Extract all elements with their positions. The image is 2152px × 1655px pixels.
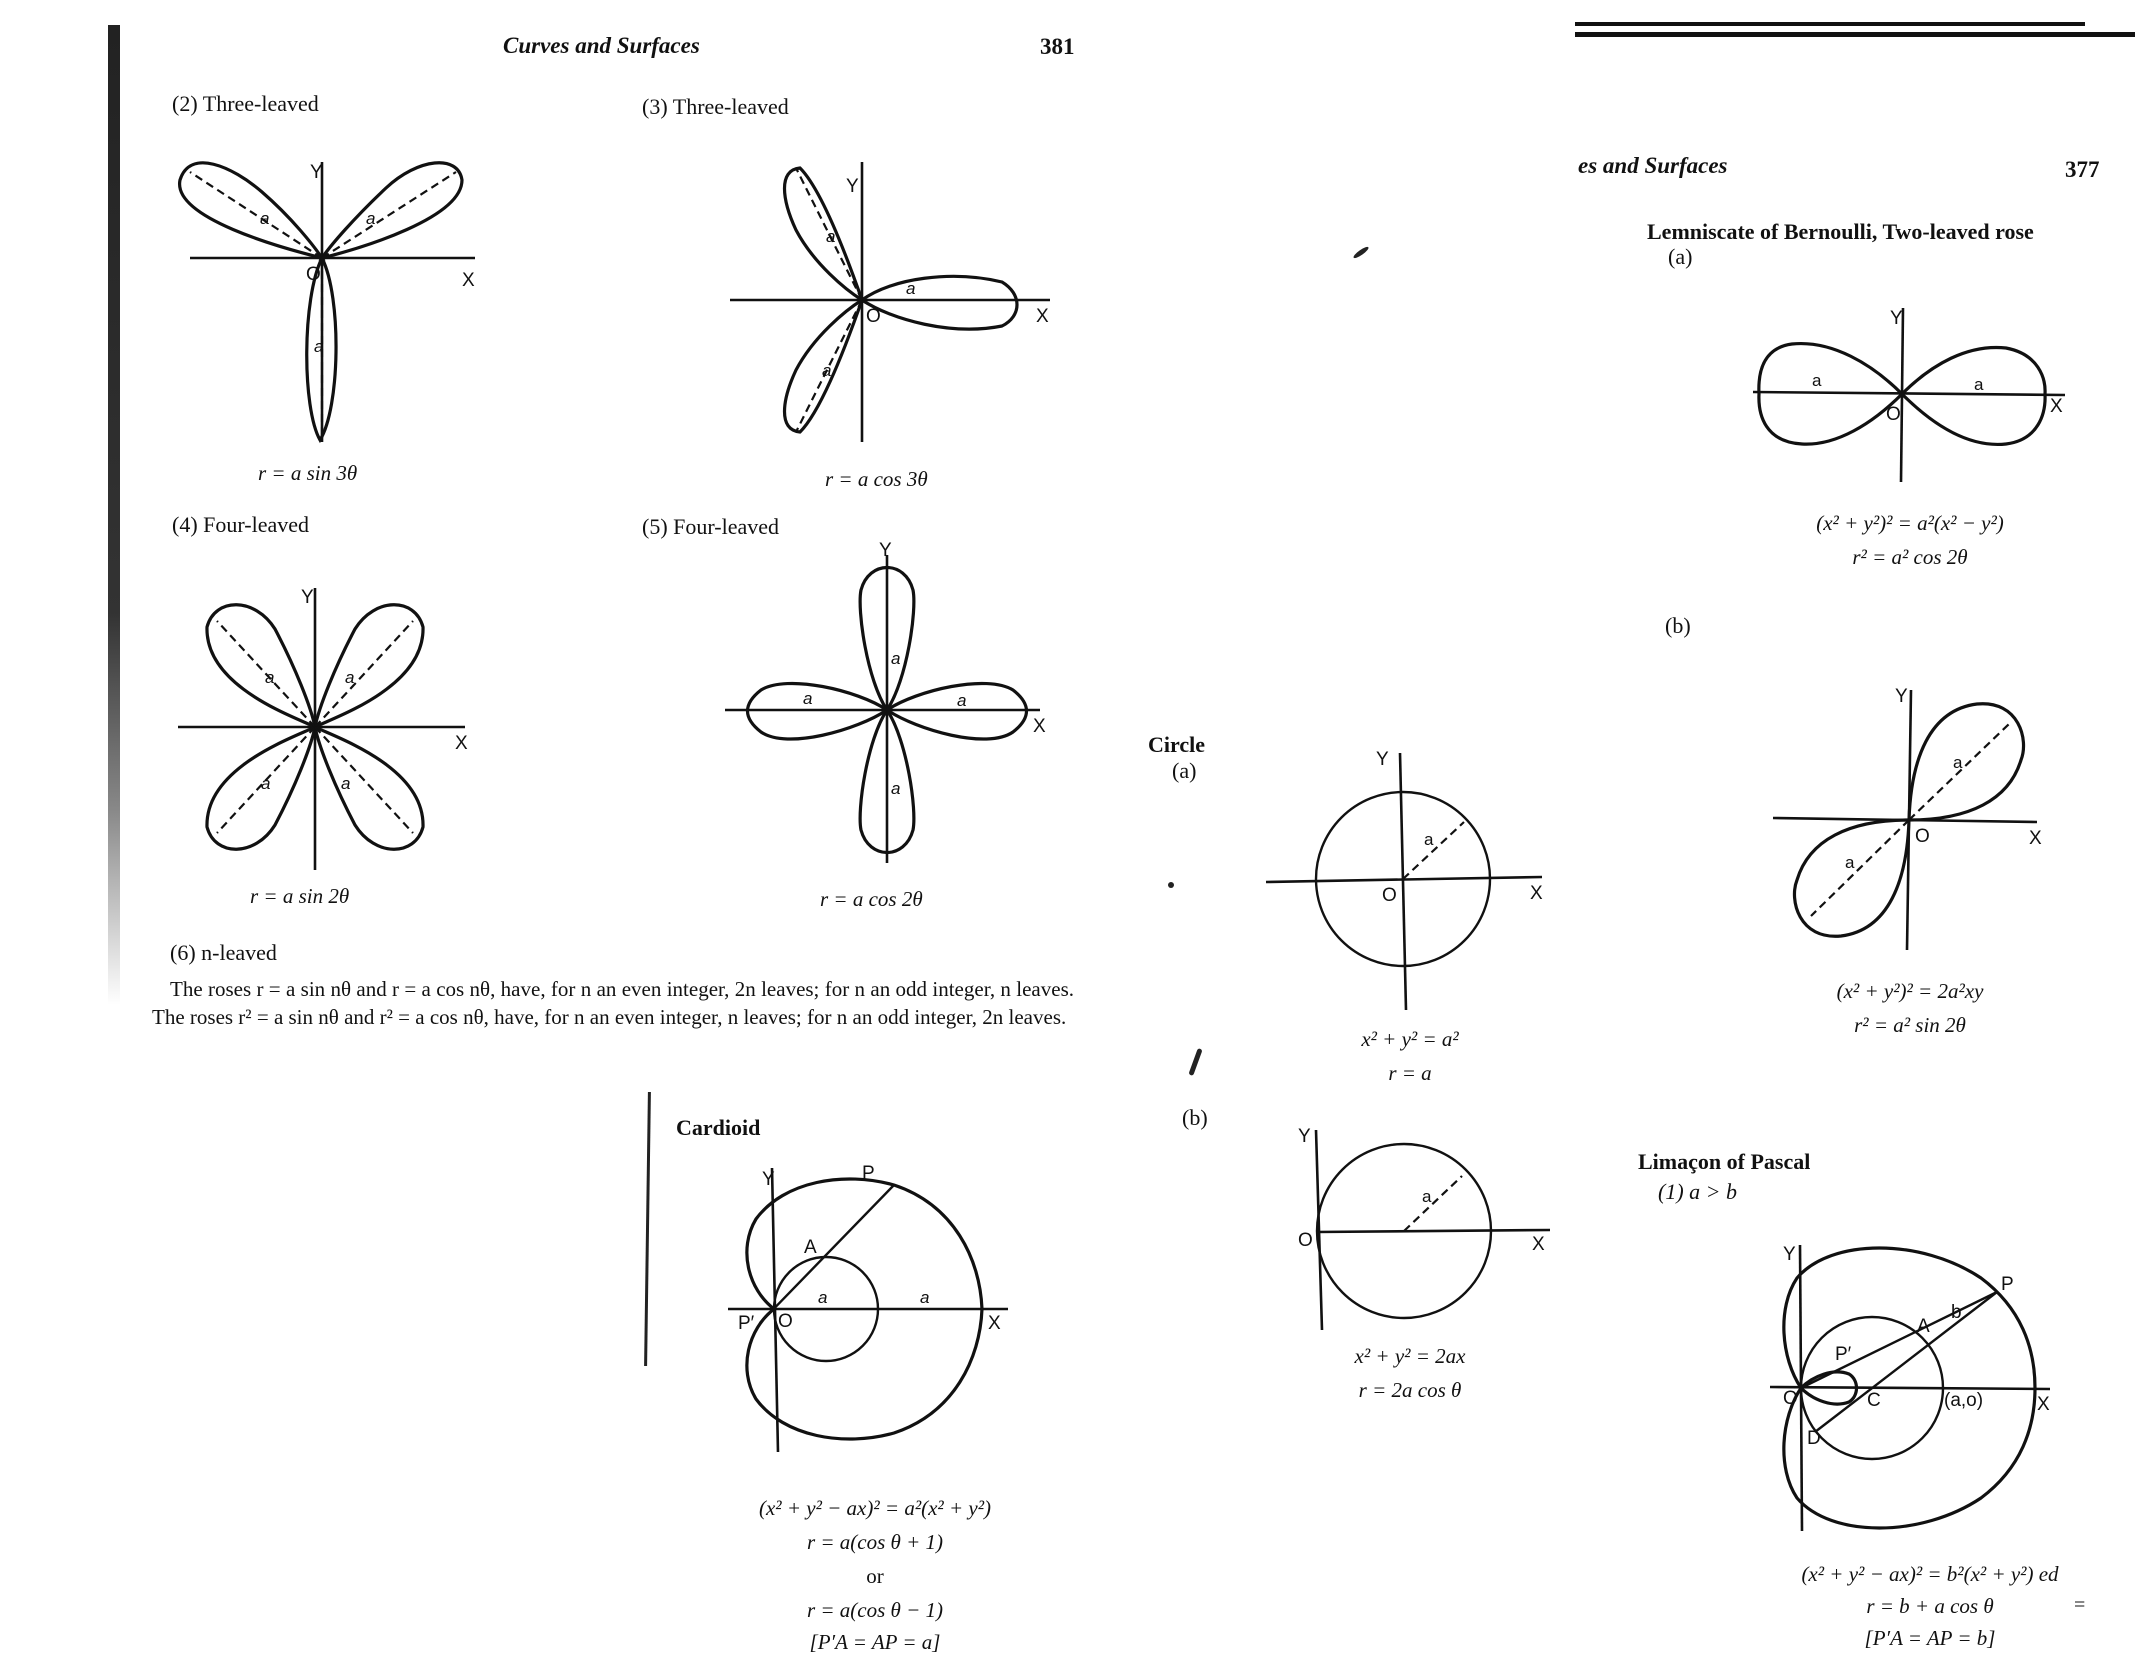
lemniscate-b-eq-polar: r² = a² sin 2θ xyxy=(1854,1013,1966,1037)
radius-label: a xyxy=(920,1288,930,1307)
lemniscate-a-eq-cartesian: (x² + y²)² = a²(x² − y²) xyxy=(1816,511,2004,535)
circle-b-figure xyxy=(1300,1120,1560,1340)
circle-a-label: (a) xyxy=(1172,758,1197,783)
rose-2-label: (2) Three-leaved xyxy=(172,91,319,116)
page-number-right: 377 xyxy=(2065,157,2100,182)
top-rule-lower xyxy=(1575,32,2135,37)
ink-speck xyxy=(1168,882,1174,888)
x-axis-label: X xyxy=(1036,306,1049,327)
y-axis-label: Y xyxy=(1298,1126,1311,1147)
cardioid-note: [P′A = AP = a] xyxy=(809,1630,941,1654)
cardioid-eq-polar-2: r = a(cos θ − 1) xyxy=(806,1598,944,1622)
leaf-label: a xyxy=(261,774,271,793)
running-head-right: es and Surfaces xyxy=(1578,153,1728,178)
rose-4-equation: r = a sin 2θ xyxy=(250,884,350,908)
x-axis-label: X xyxy=(988,1313,1001,1334)
leaf-label: a xyxy=(260,209,270,228)
leaf-label: a xyxy=(314,337,324,356)
limacon-eq-cartesian: (x² + y² − ax)² = b²(x² + y²) ed xyxy=(1801,1562,2059,1586)
leaf-label: a xyxy=(822,361,832,380)
y-axis-label: Y xyxy=(1376,749,1389,770)
rose-5-label: (5) Four-leaved xyxy=(642,514,780,539)
rose-sin2-figure xyxy=(170,580,480,880)
cardioid-eq-cartesian: (x² + y² − ax)² = a²(x² + y²) xyxy=(758,1496,992,1520)
x-axis-label: X xyxy=(2029,828,2042,849)
origin-label: O xyxy=(1915,826,1930,847)
segment-b: b xyxy=(1951,1302,1962,1323)
leaf-label: a xyxy=(803,689,813,708)
top-rule-upper xyxy=(1575,22,2085,26)
y-axis-label: Y xyxy=(846,176,859,197)
leaf-label: a xyxy=(891,779,901,798)
point-D: D xyxy=(1807,1428,1821,1449)
n-leaved-paragraph: The roses r = a sin nθ and r = a cos nθ, have, for n an even integer, 2n leaves; for n an odd integer, n leaves. The roses r² = a sin nθ and r² = a cos nθ, have, for n an even integer, n leaves; for n an odd integer, 2n leaves. xyxy=(152,977,1074,1029)
x-axis-label: X xyxy=(1033,716,1046,737)
n-leaved-label: (6) n-leaved xyxy=(170,940,277,965)
y-axis-label: Y xyxy=(1895,686,1908,707)
circle-a-eq-cartesian: x² + y² = a² xyxy=(1361,1027,1459,1051)
circle-b-eq-polar: r = 2a cos θ xyxy=(1358,1378,1462,1402)
point-A: A xyxy=(1917,1316,1930,1337)
circle-a-eq-polar: r = a xyxy=(1388,1061,1432,1085)
ink-speck xyxy=(1352,245,1370,259)
lemniscate-a-label: (a) xyxy=(1668,244,1693,269)
x-axis-label: X xyxy=(2050,396,2063,417)
point-A: A xyxy=(804,1237,817,1258)
circle-a-figure xyxy=(1260,745,1560,1015)
leaf-label: a xyxy=(341,774,351,793)
leaf-label: a xyxy=(957,691,967,710)
point-P-prime: P′ xyxy=(738,1313,755,1334)
origin-label: O xyxy=(1886,404,1901,425)
circle-b-eq-cartesian: x² + y² = 2ax xyxy=(1354,1344,1466,1368)
running-head-left: Curves and Surfaces xyxy=(503,33,700,58)
point-a-o: (a,o) xyxy=(1944,1390,1984,1411)
leaf-label: a xyxy=(1953,753,1963,772)
x-axis-label: X xyxy=(462,270,475,291)
limacon-note: [P′A = AP = b] xyxy=(1864,1626,1996,1650)
lemniscate-title: Lemniscate of Bernoulli, Two-leaved rose xyxy=(1647,219,2034,244)
leaf-label: a xyxy=(345,668,355,687)
origin-label: O xyxy=(1382,885,1397,906)
cardioid-title: Cardioid xyxy=(676,1115,761,1140)
point-P: P xyxy=(2001,1274,2014,1295)
radius-label: a xyxy=(1422,1187,1432,1206)
y-axis-label: Y xyxy=(1890,308,1903,329)
radius-label: a xyxy=(818,1288,828,1307)
leaf-label: a xyxy=(366,209,376,228)
page-binding-shadow xyxy=(108,25,120,1005)
y-axis-label: Y xyxy=(762,1169,775,1190)
limacon-title: Limaçon of Pascal xyxy=(1638,1149,1811,1174)
page-number-left: 381 xyxy=(1040,34,1075,59)
point-P-prime: P′ xyxy=(1835,1344,1852,1365)
origin-label: O xyxy=(778,1311,793,1332)
rose-3-label: (3) Three-leaved xyxy=(642,94,789,119)
rose-cos2-figure xyxy=(715,540,1055,875)
leaf-label: a xyxy=(891,649,901,668)
circle-b-label: (b) xyxy=(1182,1105,1208,1130)
origin-label: O xyxy=(306,264,321,285)
leaf-label: a xyxy=(1845,853,1855,872)
x-axis-label: X xyxy=(2037,1394,2050,1415)
limacon-eq-polar: r = b + a cos θ xyxy=(1866,1594,1994,1618)
rose-3-equation: r = a cos 3θ xyxy=(825,467,928,491)
cardioid-eq-polar-1: r = a(cos θ + 1) xyxy=(806,1530,944,1554)
circle-title: Circle xyxy=(1148,732,1206,757)
stray-mark: = xyxy=(2074,1594,2086,1616)
x-axis-label: X xyxy=(455,733,468,754)
rose-sin3-figure xyxy=(170,150,490,450)
point-C: C xyxy=(1867,1390,1881,1411)
lemniscate-b-label: (b) xyxy=(1665,613,1691,638)
rose-2-equation: r = a sin 3θ xyxy=(258,461,358,485)
origin-label: O xyxy=(1783,1388,1798,1409)
margin-line xyxy=(644,1092,651,1366)
leaf-label: a xyxy=(826,227,836,246)
rose-5-equation: r = a cos 2θ xyxy=(820,887,923,911)
x-axis-label: X xyxy=(1530,883,1543,904)
rose-4-label: (4) Four-leaved xyxy=(172,512,310,537)
y-axis-label: Y xyxy=(1783,1244,1796,1265)
leaf-label: a xyxy=(1974,375,1984,394)
cardioid-or: or xyxy=(866,1564,884,1588)
lemniscate-b-figure xyxy=(1765,680,2055,960)
leaf-label: a xyxy=(265,668,275,687)
y-axis-label: Y xyxy=(310,162,323,183)
limacon-figure xyxy=(1760,1235,2060,1535)
radius-label: a xyxy=(1424,830,1434,849)
y-axis-label: Y xyxy=(879,540,892,561)
point-P: P xyxy=(862,1163,875,1184)
leaf-label: a xyxy=(906,279,916,298)
lemniscate-b-eq-cartesian: (x² + y²)² = 2a²xy xyxy=(1836,979,1984,1003)
y-axis-label: Y xyxy=(301,587,314,608)
origin-label: O xyxy=(866,306,881,327)
ink-speck xyxy=(1188,1048,1202,1076)
leaf-label: a xyxy=(1812,371,1822,390)
cardioid-figure xyxy=(720,1160,1040,1460)
x-axis-label: X xyxy=(1532,1234,1545,1255)
lemniscate-a-figure xyxy=(1745,300,2075,500)
origin-label: O xyxy=(1298,1230,1313,1251)
lemniscate-a-eq-polar: r² = a² cos 2θ xyxy=(1852,545,1968,569)
rose-cos3-figure xyxy=(720,150,1060,460)
limacon-case: (1) a > b xyxy=(1658,1179,1737,1204)
